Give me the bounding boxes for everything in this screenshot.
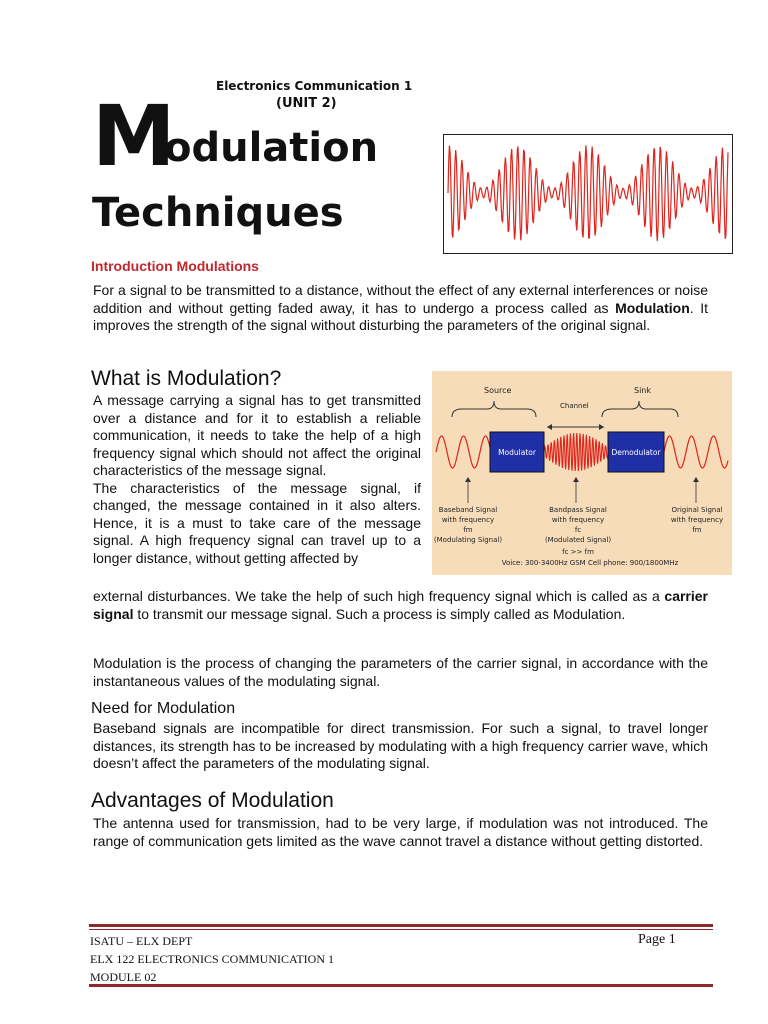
baseband-line-4: (Modulating Signal) <box>433 536 503 544</box>
frequency-relation: fc >> fm <box>562 548 594 556</box>
channel-label: Channel <box>560 402 589 410</box>
what-heading: What is Modulation? <box>91 367 282 390</box>
footer-module: MODULE 02 <box>90 970 157 984</box>
footer-course: ELX 122 ELECTRONICS COMMUNICATION 1 <box>90 952 334 966</box>
intro-heading: Introduction Modulations <box>91 258 259 274</box>
title-word2: Techniques <box>92 190 344 236</box>
course-header: Electronics Communication 1 <box>216 79 413 93</box>
bandpass-wave <box>544 433 608 471</box>
title-word1: odulation <box>164 125 379 171</box>
wave-svg <box>444 135 731 252</box>
sink-label: Sink <box>634 386 652 395</box>
modulator-label: Modulator <box>498 448 536 457</box>
need-paragraph: Baseband signals are incompatible for direct transmission. For such a signal, to travel longer distances, its strength has to be increased by modulating with a high frequency carrier wave, which doesn’t affect the parameters of the modulating signal. <box>93 720 708 771</box>
sink-brace <box>602 401 678 417</box>
what-paragraph-2: external disturbances. We take the help of such high frequency signal which is called as a carrier signal to transmit our message signal. Such a process is simply called as Modulation. <box>93 588 708 622</box>
modulation-bold: Modulation <box>615 299 690 316</box>
page-number: Page 1 <box>638 932 676 947</box>
modulation-diagram <box>432 371 732 575</box>
need-heading: Need for Modulation <box>91 700 236 717</box>
original-line-2: with frequency <box>670 516 724 524</box>
bandpass-line-2: with frequency <box>551 516 605 524</box>
title-initial: M <box>92 87 174 185</box>
carrier-signal-bold: carrier signal <box>93 588 708 622</box>
recovered-wave <box>664 436 728 468</box>
bandpass-line-4: (Modulated Signal) <box>544 536 612 544</box>
bandpass-line-1: Bandpass Signal <box>549 506 607 514</box>
advantages-heading: Advantages of Modulation <box>91 789 334 812</box>
source-brace <box>452 401 536 417</box>
frequency-examples: Voice: 300-3400Hz GSM Cell phone: 900/1800MHz <box>501 559 679 567</box>
unit-header: (UNIT 2) <box>276 96 337 111</box>
baseband-line-1: Baseband Signal <box>438 506 498 514</box>
definition-paragraph: Modulation is the process of changing the parameters of the carrier signal, in accordance with the instantaneous values of the modulating signal. <box>93 655 708 689</box>
original-line-3: fm <box>692 526 702 534</box>
baseband-line-3: fm <box>463 526 473 534</box>
source-label: Source <box>484 386 512 395</box>
intro-paragraph: For a signal to be transmitted to a distance, without the effect of any external interferences or noise addition and without getting faded away, it has to undergo a process called as Modulation. It improves the strength of the signal without disturbing the parameters of the original signal. <box>93 282 708 333</box>
footer-top-rule <box>89 924 713 927</box>
modulated-wave-image <box>443 134 733 254</box>
what-paragraph-1: A message carrying a signal has to get transmitted over a distance and for it to establish a reliable communication, it needs to take the help of a high frequency signal which should not affect the original characteristics of the message signal. The characteristics of the message signal, if changed, the message contained in it also alters. Hence, it is a must to take care of the message signal. A high frequency signal can travel up to a longer distance, without getting affected by <box>93 392 421 566</box>
baseband-wave <box>436 436 490 468</box>
baseband-line-2: with frequency <box>441 516 495 524</box>
footer-bottom-rule <box>89 984 713 987</box>
diagram-svg <box>432 371 732 575</box>
footer-dept: ISATU – ELX DEPT <box>90 934 193 948</box>
demodulator-label: Demodulator <box>611 448 661 457</box>
original-line-1: Original Signal <box>671 506 723 514</box>
bandpass-line-3: fc <box>574 526 582 534</box>
advantages-paragraph: The antenna used for transmission, had to be very large, if modulation was not introduced. The range of communication gets limited as the wave cannot travel a distance without getting distorted. <box>93 815 708 849</box>
